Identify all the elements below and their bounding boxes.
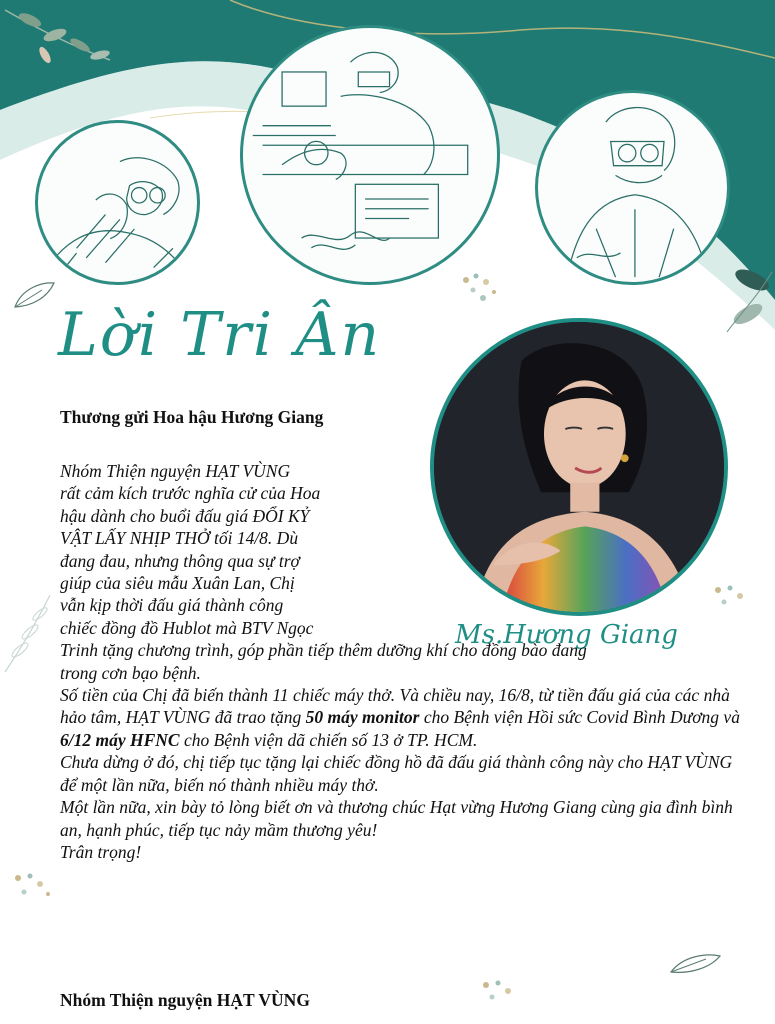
text-span: Số tiền của Chị đã biến thành 11 chiếc máy thở. Và chiều nay, 16/8, từ tiền đấu giá của các nhà hảo tâm, HẠT VÙNG đã trao tặng: [60, 685, 730, 728]
sketch-icu-circle: [240, 25, 500, 285]
dots-cluster-icon: [458, 270, 508, 305]
sketch-illustration: [38, 123, 197, 282]
leaf-sprig-icon: [0, 0, 150, 90]
page-title: Lời Tri Ân: [58, 300, 382, 370]
text-line: Trinh tặng chương trình, góp phần tiếp thêm dưỡng khí cho đồng bào đang: [60, 640, 587, 661]
paragraph-watch: Chưa dừng ở đó, chị tiếp tục tặng lại chiếc đồng hồ đã đấu giá thành công này cho HẠT VÙNG để một lần nữa, biến nó thành nhiều máy thở.: [60, 752, 733, 795]
highlight-monitor: 50 máy monitor: [305, 707, 420, 728]
text-line: vẫn kịp thời đấu giá thành công: [60, 595, 284, 616]
leaf-icon: [668, 950, 723, 978]
sketch-illustration: [243, 28, 497, 282]
sketch-ppe-worker-circle: [535, 90, 730, 285]
paragraph-donations: [60, 684, 750, 751]
text-line: trong cơn bạo bệnh.: [60, 662, 201, 683]
closing-line: Trân trọng!: [60, 841, 142, 862]
text-line: Nhóm Thiện nguyện HẠT VÙNG: [60, 461, 291, 481]
text-line: chiếc đồng đồ Hublot mà BTV Ngọc: [60, 617, 314, 638]
leaf-icon: [12, 280, 57, 310]
text-line: VẬT LẤY NHỊP THỞ tối 14/8. Dù: [60, 528, 299, 549]
letter-body: [60, 460, 750, 863]
text-line: hậu dành cho buổi đấu giá ĐỔI KỶ: [60, 505, 310, 526]
leaf-icon: [722, 262, 775, 337]
greeting-line: Thương gửi Hoa hậu Hương Giang: [60, 407, 324, 427]
sketch-medical-worker-circle: [35, 120, 200, 285]
text-span: cho Bệnh viện Hồi sức Covid Bình Dương và: [419, 707, 740, 728]
text-line: giúp của siêu mẫu Xuân Lan, Chị: [60, 573, 295, 594]
signature: Nhóm Thiện nguyện HẠT VÙNG: [60, 990, 310, 1010]
sketch-illustration: [538, 93, 727, 282]
text-line: rất cảm kích trước nghĩa cử của Hoa: [60, 483, 321, 504]
text-span: cho Bệnh viện dã chiến số 13 ở TP. HCM.: [179, 729, 478, 750]
leaf-sprig-icon: [0, 590, 55, 675]
paragraph-thanks: Một lần nữa, xin bày tỏ lòng biết ơn và thương chúc Hạt vừng Hương Giang cùng gia đình bình an, hạnh phúc, tiếp tục nảy mầm thương yêu!: [60, 797, 733, 840]
text-line: đang đau, nhưng thông qua sự trợ: [60, 550, 300, 571]
portrait-caption: Ms.Hương Giang: [455, 620, 678, 650]
paragraph-narrow: [60, 460, 390, 639]
highlight-hfnc: 6/12 máy HFNC: [60, 729, 180, 750]
dots-cluster-icon: [10, 868, 60, 903]
dots-cluster-icon: [478, 975, 528, 1005]
